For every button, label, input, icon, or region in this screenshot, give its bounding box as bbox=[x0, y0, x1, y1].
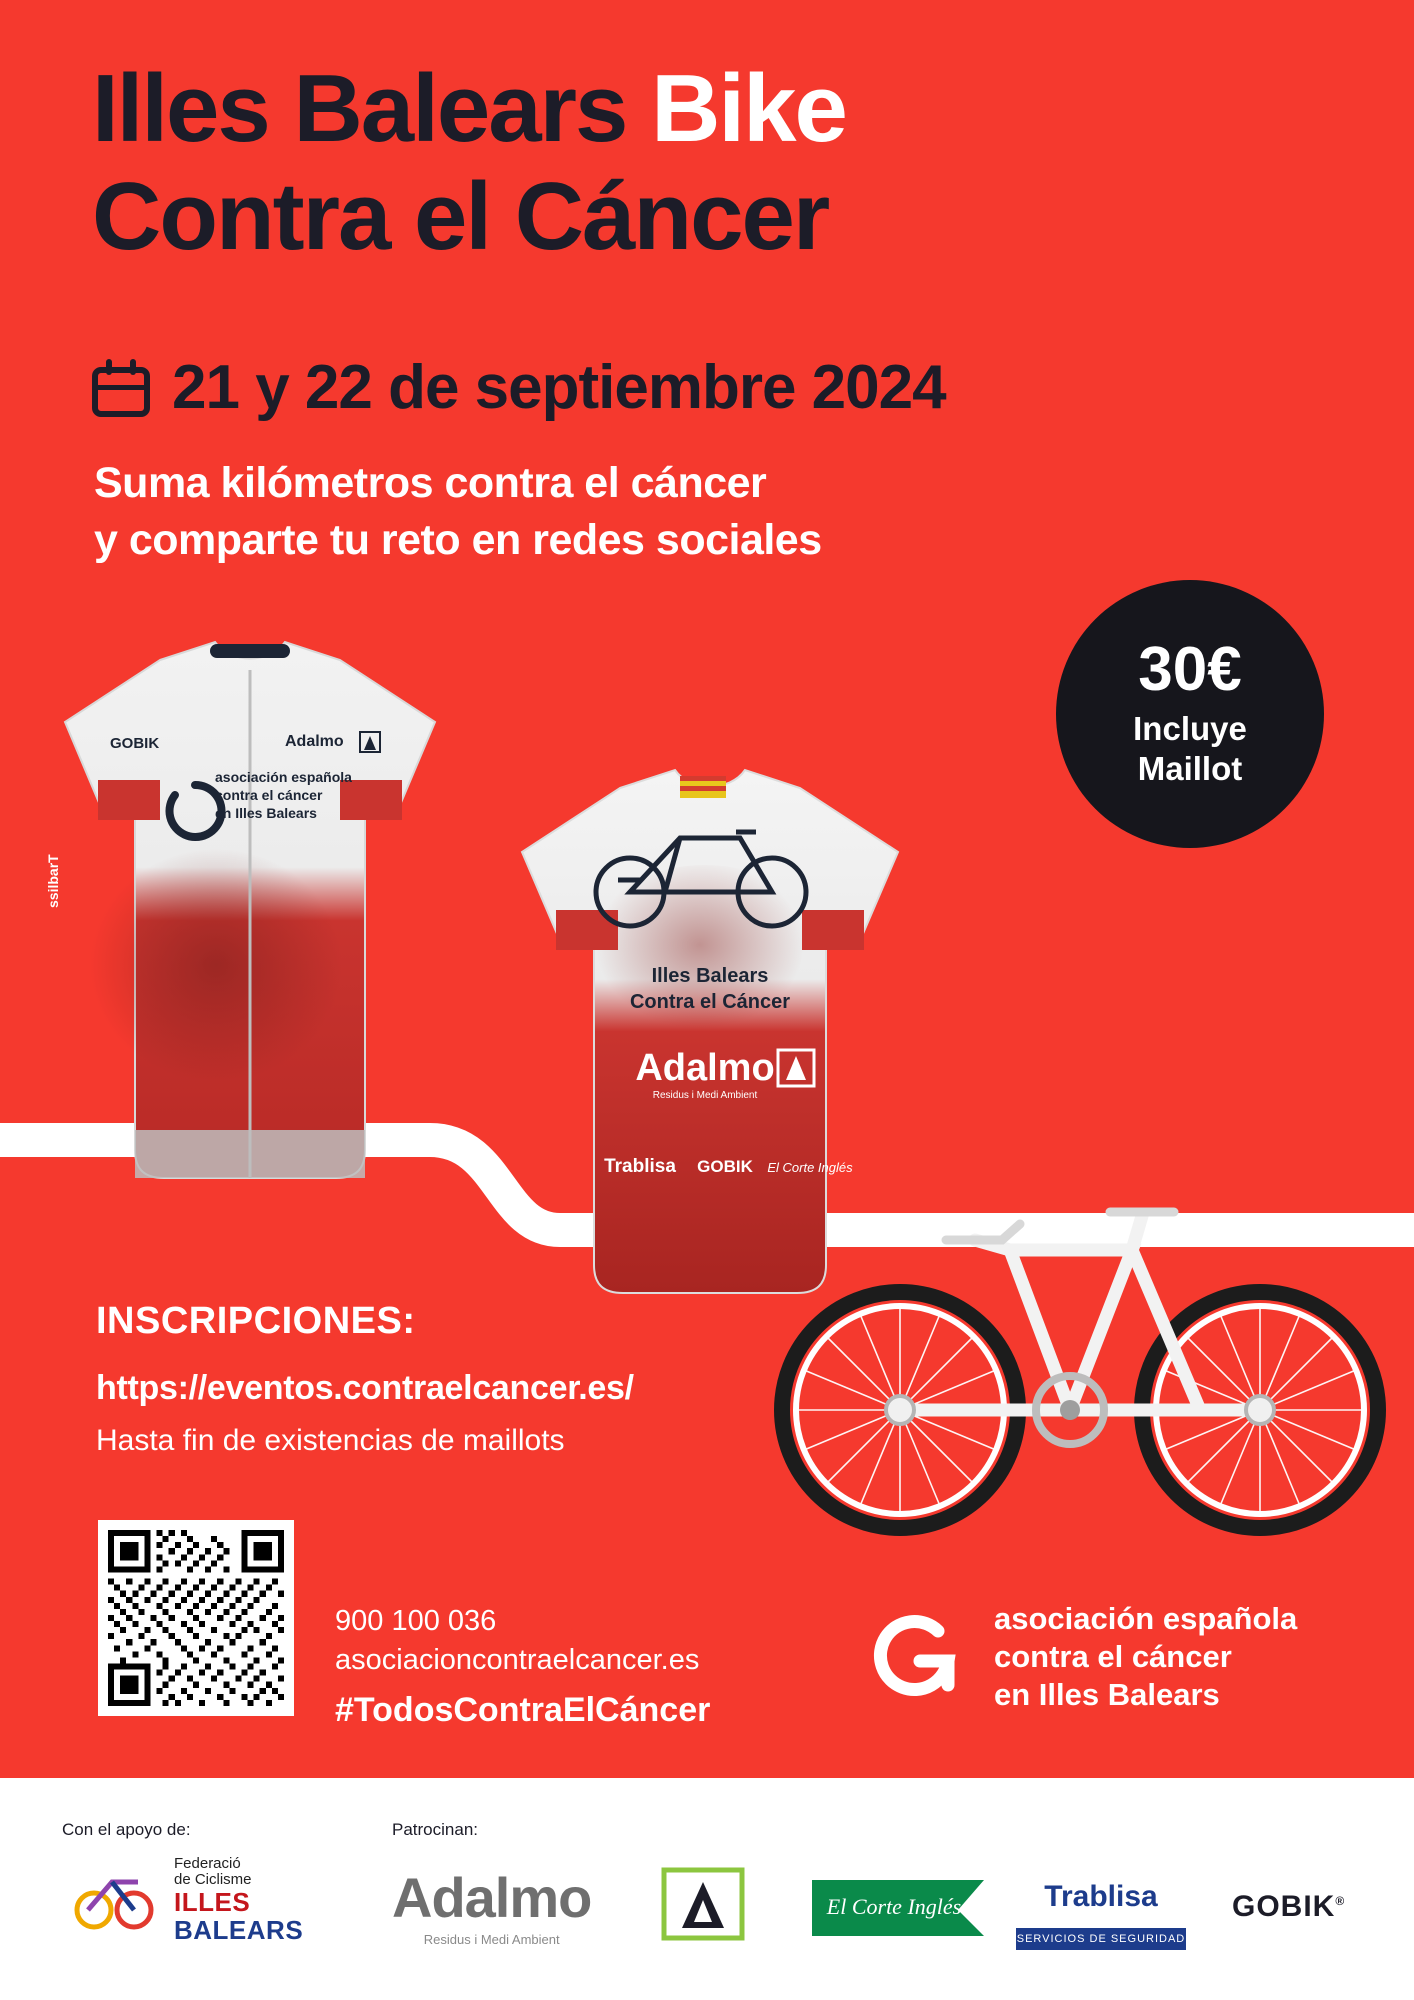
qr-code-graphic bbox=[108, 1530, 284, 1706]
aecc-logo bbox=[860, 1600, 1297, 1713]
aecc-line-3: en Illes Balears bbox=[994, 1676, 1220, 1712]
svg-text:GOBIK: GOBIK bbox=[110, 735, 160, 752]
svg-text:Adalmo: Adalmo bbox=[285, 733, 344, 750]
jersey-front-image bbox=[40, 630, 460, 1210]
headline-line2: Contra el Cáncer bbox=[92, 162, 829, 270]
sponsor-trablisa-logo bbox=[1016, 1866, 1186, 1950]
svg-text:en Illes Balears: en Illes Balears bbox=[215, 805, 317, 821]
sponsor-gobik-sup: ® bbox=[1335, 1894, 1346, 1908]
inscriptions-block bbox=[96, 1300, 736, 1458]
calendar-icon bbox=[92, 359, 150, 417]
footer-sponsors-bar bbox=[0, 1778, 1414, 2000]
sponsor-eci-text: El Corte Inglés bbox=[826, 1894, 962, 1919]
svg-text:Residus i Medi Ambient: Residus i Medi Ambient bbox=[652, 1090, 758, 1101]
sponsor-trablisa-sub: SERVICIOS DE SEGURIDAD bbox=[1016, 1928, 1186, 1950]
federation-text bbox=[174, 1856, 303, 1945]
sponsor-trablisa-box bbox=[1016, 1866, 1186, 1928]
headline-line1-white: Bike bbox=[651, 55, 846, 162]
svg-text:Illes Balears: Illes Balears bbox=[651, 965, 769, 987]
price-badge bbox=[1056, 580, 1324, 848]
svg-text:asociación española: asociación española bbox=[215, 769, 352, 785]
support-label: Con el apoyo de: bbox=[62, 1820, 191, 1839]
sponsor-adalmo-sub: Residus i Medi Ambient bbox=[423, 1932, 560, 1947]
inscriptions-url[interactable]: https://eventos.contraelcancer.es/ bbox=[96, 1369, 634, 1407]
event-date bbox=[92, 352, 946, 423]
event-date-text: 21 y 22 de septiembre 2024 bbox=[172, 353, 946, 422]
aecc-logo-text bbox=[994, 1600, 1297, 1713]
inscriptions-note: Hasta fin de existencias de maillots bbox=[96, 1424, 565, 1457]
sponsor-adalmo-logo bbox=[392, 1866, 592, 1947]
svg-text:GOBIK: GOBIK bbox=[697, 1157, 753, 1176]
contact-website[interactable]: asociacioncontraelcancer.es bbox=[335, 1644, 700, 1676]
tagline-line-1: Suma kilómetros contra el cáncer bbox=[94, 459, 767, 507]
sponsors-label: Patrocinan: bbox=[392, 1820, 478, 1839]
inscriptions-title: INSCRIPCIONES: bbox=[96, 1300, 416, 1342]
federation-logo bbox=[68, 1856, 303, 1945]
federation-line-1: Federació bbox=[174, 1855, 241, 1872]
sponsor-gobik-logo bbox=[1232, 1890, 1345, 1924]
aecc-line-2: contra el cáncer bbox=[994, 1638, 1232, 1674]
aecc-line-1: asociación española bbox=[994, 1601, 1298, 1636]
federation-mark-icon bbox=[68, 1862, 164, 1938]
aecc-mark-icon bbox=[860, 1601, 972, 1713]
bicycle-image bbox=[770, 1120, 1390, 1540]
price-amount: 30€ bbox=[1138, 634, 1242, 704]
svg-text:El Corte Inglés: El Corte Inglés bbox=[767, 1160, 853, 1175]
sponsor-el-corte-ingles-logo bbox=[808, 1874, 988, 1940]
tagline bbox=[94, 455, 1094, 569]
qr-code[interactable] bbox=[98, 1520, 294, 1716]
federation-line-2: de Ciclisme bbox=[174, 1871, 252, 1889]
sponsor-gobik-name: GOBIK bbox=[1232, 1890, 1336, 1923]
svg-text:contra el cáncer: contra el cáncer bbox=[215, 787, 323, 803]
contact-block bbox=[335, 1605, 855, 1730]
page-title bbox=[92, 55, 1242, 270]
svg-text:Adalmo: Adalmo bbox=[635, 1047, 775, 1089]
svg-text:Contra el Cáncer: Contra el Cáncer bbox=[629, 991, 791, 1013]
svg-text:Trablisa: Trablisa bbox=[604, 1156, 676, 1177]
federation-line-3: ILLES bbox=[174, 1887, 251, 1918]
federation-line-4: BALEARS bbox=[174, 1915, 304, 1946]
sponsor-adalmo-name: Adalmo bbox=[392, 1866, 592, 1929]
svg-text:ssilbarT: ssilbarT bbox=[45, 854, 61, 908]
headline-line1-dark: Illes Balears bbox=[92, 55, 652, 162]
contact-hashtag: #TodosContraElCáncer bbox=[335, 1691, 711, 1729]
sponsor-trablisa-name: Trablisa bbox=[1044, 1880, 1158, 1913]
sponsor-adalmo-mark-icon bbox=[660, 1866, 746, 1942]
price-line-2: Maillot bbox=[1137, 750, 1243, 787]
price-line-1: Incluye bbox=[1133, 709, 1247, 747]
contact-phone: 900 100 036 bbox=[335, 1605, 497, 1637]
tagline-line-2: y comparte tu reto en redes sociales bbox=[94, 515, 822, 564]
